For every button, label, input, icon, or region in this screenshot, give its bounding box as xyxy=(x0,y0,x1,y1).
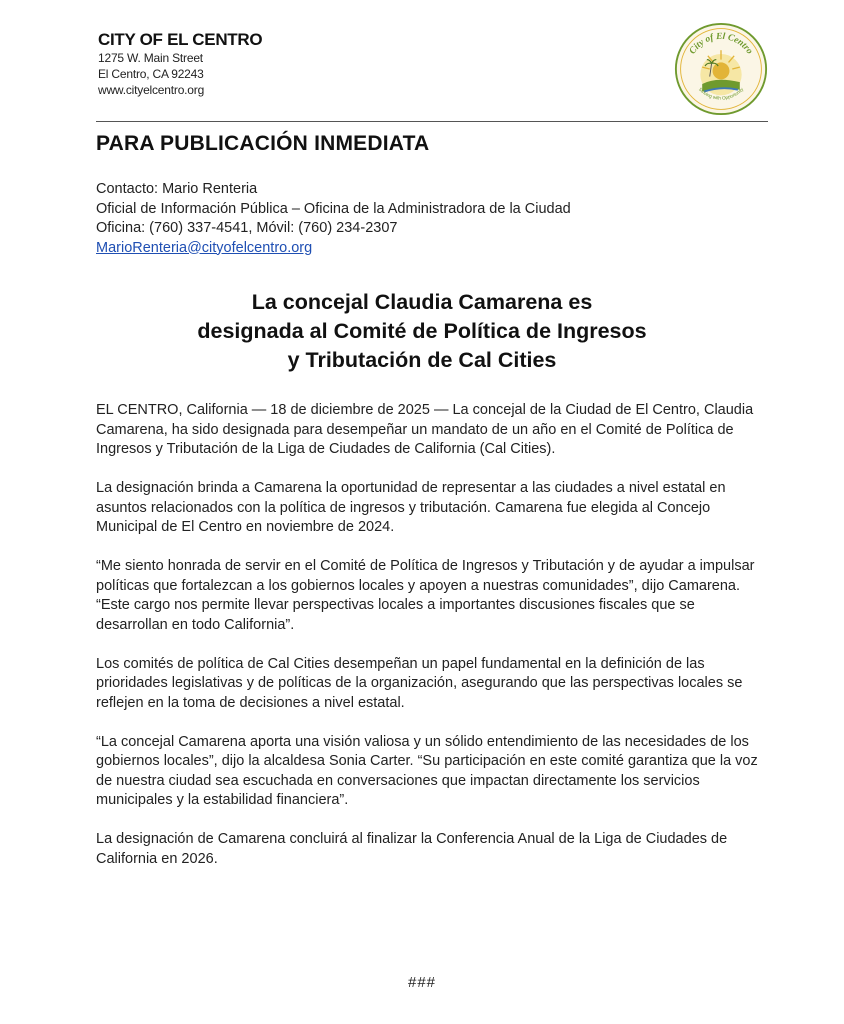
headline-line-1: La concejal Claudia Camarena es xyxy=(251,290,593,314)
contact-title: Oficial de Información Pública – Oficina de la Administradora de la Ciudad xyxy=(96,200,571,217)
article-body xyxy=(96,401,768,889)
contact-block xyxy=(96,180,571,258)
release-heading: PARA PUBLICACIÓN INMEDIATA xyxy=(96,132,430,155)
paragraph-quote-mayor: “La concejal Camarena aporta una visión valiosa y un sólido entendimiento de las necesidades de los gobiernos locales”, dijo la alcaldesa Sonia Carter. “Su participación en este comité garantiza que la voz de nuestra ciudad sea escuchada en conversaciones que impactan directamente los servicios municipales y la estabilidad financiera”. xyxy=(96,733,758,808)
header-divider xyxy=(96,121,768,122)
contact-phone: Oficina: (760) 337-4541, Móvil: (760) 234-2307 xyxy=(96,220,398,236)
headline-line-3: y Tributación de Cal Cities xyxy=(287,348,557,372)
paragraph-designation: La designación brinda a Camarena la oportunidad de representar a las ciudades a nivel estatal en asuntos relacionados con la política de ingresos y tributación. Camarena fue elegida al Concejo Municipal de El Centro en noviembre de 2024. xyxy=(96,480,726,535)
paragraph-dateline: EL CENTRO, California — 18 de diciembre de 2025 — La concejal de la Ciudad de El Centro, Claudia Camarena, ha sido designada para desempeñar un mandato de un año en el Comité de Política de Ingresos y Tributación de la Liga de Ciudades de California (Cal Cities). xyxy=(96,402,754,457)
headline-line-2: designada al Comité de Política de Ingresos xyxy=(197,319,647,343)
contact-name: Contacto: Mario Renteria xyxy=(96,181,258,197)
letterhead xyxy=(98,30,262,98)
svg-text:City of El Centro: City of El Centro xyxy=(687,31,755,57)
paragraph-committees: Los comités de política de Cal Cities desempeñan un papel fundamental en la definición de las prioridades legislativas y de políticas de la organización, asegurando que las perspectivas locales se reflejen en la toma de decisiones a nivel estatal. xyxy=(96,655,743,711)
headline xyxy=(96,288,748,375)
org-name: CITY OF EL CENTRO xyxy=(98,30,263,49)
paragraph-conclusion: La designación de Camarena concluirá al finalizar la Conferencia Anual de la Liga de Ciudades de California en 2026. xyxy=(96,831,728,867)
org-city: El Centro, CA 92243 xyxy=(98,67,204,81)
city-seal-icon xyxy=(674,22,768,116)
org-address: 1275 W. Main Street xyxy=(98,51,203,65)
end-mark: ### xyxy=(407,974,437,991)
org-website: www.cityelcentro.org xyxy=(98,83,205,97)
svg-text:Striving with Opportunity: Striving with Opportunity xyxy=(697,86,745,101)
paragraph-quote-camarena: “Me siento honrada de servir en el Comité de Política de Ingresos y Tributación y de ayudar a impulsar políticas que fortalezcan a los gobiernos locales y apoyen a nuestras comunidades”, dijo Camarena. “Este cargo nos permite llevar perspectivas locales a importantes discusiones fiscales que se desarrollan en todo California”. xyxy=(96,558,755,633)
contact-email-link[interactable]: MarioRenteria@cityofelcentro.org xyxy=(96,239,313,256)
